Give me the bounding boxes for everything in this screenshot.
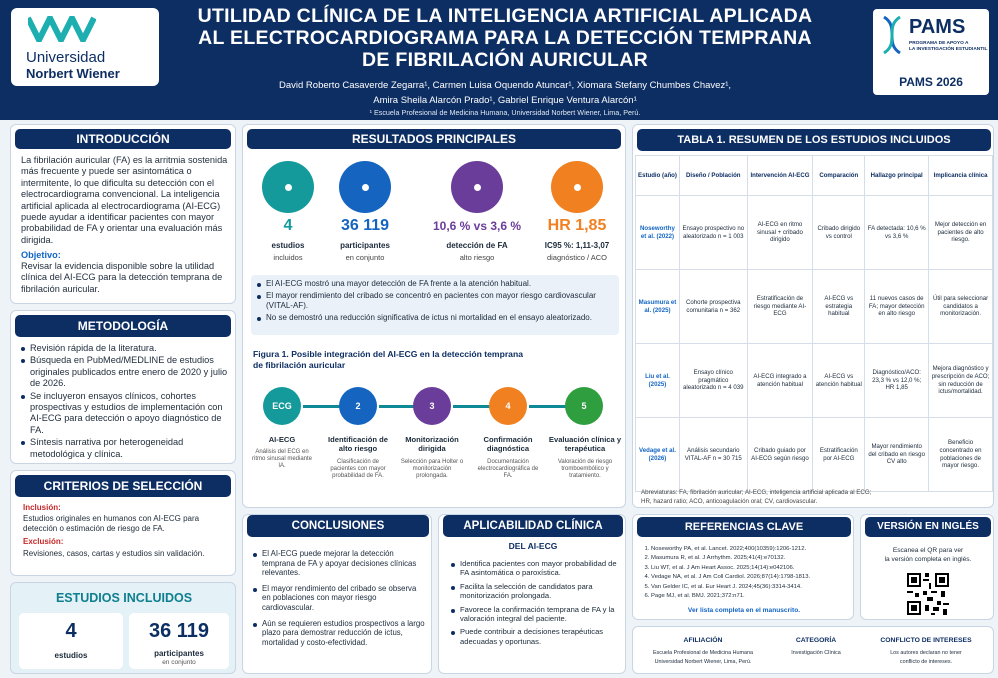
footer-category-title: CATEGORÍA [795,637,837,644]
table-cell: AI-ECG integrado a atención habitual [747,344,813,418]
footer-affiliation-title: AFILIACIÓN [683,637,723,644]
intro-title: INTRODUCCIÓN [15,129,231,149]
footer-panel [632,626,994,674]
method-item: Síntesis narrativa por heterogeneidad metodológica y clínica. [19,437,231,460]
table-cell: Ensayo prospectivo no aleatorizado n = 1 003 [679,196,747,270]
table-cell: Mayor rendimiento del cribado en riesgo CV alto [865,418,929,492]
method-list [19,343,231,460]
flow-desc: Documentación electrocardiográfica de FA. [477,459,539,479]
stat-sub-detection: alto riesgo [459,253,495,262]
table-cell: Mejora diagnóstico y prescripción de ACO; sin reducción de ictus/mortalidad. [929,344,993,418]
footer-conflict-line2: conflicto de intereses. [899,659,953,665]
poster-title-line3: DE FIBRILACIÓN AURICULAR [362,49,648,71]
stat-circle-studies [262,161,314,213]
stat-label-studies: estudios [271,241,305,250]
poster-title-line2: AL ELECTROCARDIOGRAMA PARA LA DETECCIÓN TEMPRANA [198,27,812,49]
table-cell: Mejor detección en pacientes de alto riesgo. [929,196,993,270]
table-cell: Masumura et al. (2025) [636,270,680,344]
table-cell: Beneficio concentrado en poblaciones de mayor riesgo. [929,418,993,492]
pams-sub2: LA INVESTIGACIÓN ESTUDIANTIL [909,47,988,52]
applicability-item: Identifica pacientes con mayor probabilidad de FA asintomática o paroxística. [449,559,621,578]
reference-item: 6. Page MJ, et al. BMJ. 2021;372:n71. [651,592,851,601]
stat-dot-icon [474,184,481,191]
flow-step-ecg: ECG [263,387,301,425]
pams-name: PAMS [909,16,966,38]
stat-dot-icon [574,184,581,191]
conclusion-item: El mayor rendimiento del cribado se observa en poblaciones con mayor riesgo cardiovascular. [251,584,427,613]
method-item: Revisión rápida de la literatura. [19,343,231,354]
stat-value-detection: 10,6 % vs 3,6 % [432,219,522,233]
conclusions-list [251,549,427,647]
applicability-title: APLICABILIDAD CLÍNICA [443,515,623,537]
table-header-cell: Hallazgo principal [865,156,929,196]
flow-step-4: 4 [489,387,527,425]
stat-value-participants: 36 119 [340,217,390,234]
table-cell: 11 nuevos casos de FA; mayor detección en alto riesgo [865,270,929,344]
figure-caption-line1: Figura 1. Posible integración del AI-ECG en la detección temprana [253,349,523,359]
criteria-panel [10,470,236,576]
method-title: METODOLOGÍA [15,315,231,337]
english-panel [860,514,994,620]
intro-body: La fibrilación auricular (FA) es la arritmia sostenida más frecuente y puede ser asintomática o intermitente, lo que dificulta su detección con el electrocardiograma convencional. La inteligencia artificial aplicada al electrocardiograma (AI-ECG) puede ayudar a identificar pacientes con mayor probabilidad de FA y orientar una evaluación más dirigida. [21,155,228,245]
authors-line2: Amira Sheila Alarcón Prado¹, Gabriel Enrique Ventura Alarcón¹ [373,95,637,106]
stat-circle-participants [339,161,391,213]
table-cell: Útil para seleccionar candidatos a monitorización. [929,270,993,344]
table-cell: Ensayo clínico pragmático aleatorizado n = 4 039 [679,344,747,418]
objective-label: Objetivo: [21,250,61,260]
flow-label: AI-ECG [268,435,296,444]
included-participants-value: 36 119 [148,620,210,642]
table-cell: Cohorte prospectiva comunitaria n = 362 [679,270,747,344]
pams-logo [871,7,991,97]
included-participants-sub: en conjunto [162,659,196,666]
results-bullet: No se demostró una reducción significativa de ictus ni mortalidad en el ensayo aleatorizado. [255,313,615,323]
table-cell: Cribado guiado por AI-ECG según riesgo [747,418,813,492]
stat-label-hr: IC95 %: 1,11-3,07 [544,241,610,250]
flow-label: Evaluación clínica y terapéutica [548,435,622,453]
reference-item: 2. Masumura R, et al. J Arrhythm. 2025;41(4):e70132. [651,554,851,563]
figure-caption-line2: de fibrilación auricular [253,360,346,370]
results-panel [242,124,626,508]
method-panel [10,310,236,464]
table-header-cell: Estudio (año) [636,156,680,196]
table-cell: FA detectada: 10,6 % vs 3,6 % [865,196,929,270]
pams-year: PAMS 2026 [899,75,963,89]
results-bullet: El AI-ECG mostró una mayor detección de FA frente a la atención habitual. [255,279,615,289]
english-line1: Escanea el QR para ver [892,547,964,554]
qr-code-icon[interactable] [905,571,951,617]
university-logo [11,8,159,86]
footer-affiliation-line2: Universidad Norbert Wiener, Lima, Perú. [654,659,752,665]
stat-label-detection: detección de FA [446,241,508,250]
reference-item: 5. Van Gelder IC, et al. Eur Heart J. 2024;45(36):3314-3414. [651,583,851,592]
table-cell: Análisis secundario VITAL-AF n = 30 715 [679,418,747,492]
included-studies-value: 4 [65,620,77,642]
abbreviations-line2: HR, hazard ratio; ACO, anticoagulación oral; CV, cardiovascular. [641,498,818,505]
inclusion-label: Inclusión: [23,503,61,512]
objective-text: Revisar la evidencia disponible sobre la utilidad clínica del AI-ECG para la detección temprana de fibrilación auricular. [21,261,223,294]
results-bullet: El mayor rendimiento del cribado se concentró en pacientes con mayor riesgo cardiovascular (VITAL-AF). [255,291,615,311]
applicability-subtitle: DEL AI-ECG [508,541,558,551]
authors-line1: David Roberto Casaverde Zegarra¹, Carmen Luisa Oquendo Atuncar¹, Xiomara Stefany Chumbes Chavez¹, [279,80,731,91]
conclusion-item: El AI-ECG puede mejorar la detección temprana de FA y apoyar decisiones clínicas relevantes. [251,549,427,578]
poster-title-line1: UTILIDAD CLÍNICA DE LA INTELIGENCIA ARTIFICIAL APLICADA [197,5,813,27]
flow-label: Identificación de alto riesgo [328,435,388,453]
conclusions-title: CONCLUSIONES [247,515,429,537]
table-cell: Noseworthy et al. (2022) [636,196,680,270]
english-line2: la versión completa en inglés. [884,556,972,563]
pams-sub1: PROGRAMA DE APOYO A [909,41,969,46]
stat-circle-detection [451,161,503,213]
flow-step-3: 3 [413,387,451,425]
applicability-list [449,559,621,646]
stat-circle-hr [551,161,603,213]
reference-item: 3. Liu WT, et al. J Am Heart Assoc. 2025;14(14):e042106. [651,564,851,573]
references-panel [632,514,854,620]
table-cell: Estratificación por AI-ECG [813,418,865,492]
table-header-cell: Intervención AI-ECG [747,156,813,196]
table-cell: AI-ECG vs atención habitual [813,344,865,418]
flow-label: Monitorización dirigida [405,435,459,453]
flow-desc: Selección para Holter o monitorización prolongada. [400,459,464,479]
criteria-title: CRITERIOS DE SELECCIÓN [15,475,231,497]
table-cell: AI-ECG vs estrategia habitual [813,270,865,344]
included-panel [10,582,236,674]
reference-item: 1. Noseworthy PA, et al. Lancet. 2022;400(10359):1206-1212. [651,545,851,554]
table-header-cell: Implicancia clínica [929,156,993,196]
included-studies-label: estudios [54,651,88,660]
abbreviations-line1: Abreviaturas: FA, fibrilación auricular; AI-ECG, inteligencia artificial aplicada al ECG; [641,489,872,496]
stat-dot-icon [285,184,292,191]
applicability-item: Favorece la confirmación temprana de FA y la valoración integral del paciente. [449,605,621,624]
dna-icon [881,15,903,55]
stat-sub-hr: diagnóstico / ACO [546,253,608,262]
table-title: TABLA 1. RESUMEN DE LOS ESTUDIOS INCLUIDOS [637,129,991,151]
flow-arrow [529,405,569,408]
table-cell: Liu et al. (2025) [636,344,680,418]
exclusion-label: Exclusión: [23,537,64,546]
intro-panel [10,124,236,304]
applicability-item: Facilita la selección de candidatos para monitorización prolongada. [449,582,621,601]
wiener-logo-icon [28,16,96,42]
references-more-link[interactable]: Ver lista completa en el manuscrito. [687,607,801,614]
table-header-cell: Comparación [813,156,865,196]
table-header-cell: Diseño / Población [679,156,747,196]
stat-label-participants: participantes [340,241,390,250]
table-cell: Cribado dirigido vs control [813,196,865,270]
reference-item: 4. Vedage NA, et al. J Am Coll Cardiol. 2026;87(14):1798-1813. [651,573,851,582]
flow-desc: Análisis del ECG en ritmo sinusal mediante IA. [251,449,313,469]
results-bullets [255,279,615,323]
exclusion-text: Revisiones, casos, cartas y estudios sin validación. [23,549,205,558]
method-item: Se incluyeron ensayos clínicos, cohortes prospectivas y estudios de implementación con AI-ECG para detección o apoyo diagnóstico de FA. [19,391,231,437]
inclusion-text: Estudios originales en humanos con AI-ECG para detección o estimación de riesgo de FA. [23,514,200,533]
stat-value-hr: HR 1,85 [547,217,607,234]
table-row [636,418,993,492]
flow-desc: Valoración de riesgo tromboembólico y tratamiento. [557,459,613,479]
footer-affiliation-line1: Escuela Profesional de Medicina Humana [652,650,754,656]
flow-label: Confirmación diagnóstica [483,435,533,453]
stat-value-studies: 4 [283,217,293,234]
stat-sub-participants: en conjunto [345,253,385,262]
references-list [651,545,851,601]
footer-category: Investigación Clínica [791,650,841,656]
included-participants-label: participantes [154,649,204,658]
university-name-line1: Universidad [26,49,106,66]
table-row [636,344,993,418]
included-title: ESTUDIOS INCLUIDOS [55,591,193,605]
applicability-item: Puede contribuir a decisiones terapéuticas adecuadas y oportunas. [449,627,621,646]
table-row [636,270,993,344]
conclusion-item: Aún se requieren estudios prospectivos a largo plazo para demostrar reducción de ictus, mortalidad y costo-efectividad. [251,619,427,648]
conclusions-panel [242,514,432,674]
footer-conflict-title: CONFLICTO DE INTERESES [880,637,972,644]
footer-conflict-line1: Los autores declaran no tener [890,650,962,656]
table-cell: Diagnóstico/ACO: 23,3 % vs 12,0 %; HR 1,85 [865,344,929,418]
table-cell: AI-ECG en ritmo sinusal + cribado dirigido [747,196,813,270]
applicability-panel [438,514,626,674]
references-title: REFERENCIAS CLAVE [637,517,851,537]
method-item: Búsqueda en PubMed/MEDLINE de estudios originales publicados entre enero de 2020 y julio de 2026. [19,355,231,389]
english-title: VERSIÓN EN INGLÉS [865,517,991,537]
stat-dot-icon [362,184,369,191]
flow-step-2: 2 [339,387,377,425]
affiliation-note: ¹ Escuela Profesional de Medicina Humana, Universidad Norbert Wiener, Lima, Perú. [369,108,641,117]
university-name-line2: Norbert Wiener [26,66,120,81]
table-cell: Vedage et al. (2026) [636,418,680,492]
flow-desc: Clasificación de pacientes con mayor probabilidad de FA. [330,459,386,479]
table-panel [632,124,994,508]
table-header-row [636,156,993,196]
flow-step-5: 5 [565,387,603,425]
table-cell: Estratificación de riesgo mediante AI-ECG [747,270,813,344]
results-title: RESULTADOS PRINCIPALES [247,129,621,149]
table-row [636,196,993,270]
stat-sub-studies: incluidos [273,253,303,262]
studies-table [635,155,993,492]
